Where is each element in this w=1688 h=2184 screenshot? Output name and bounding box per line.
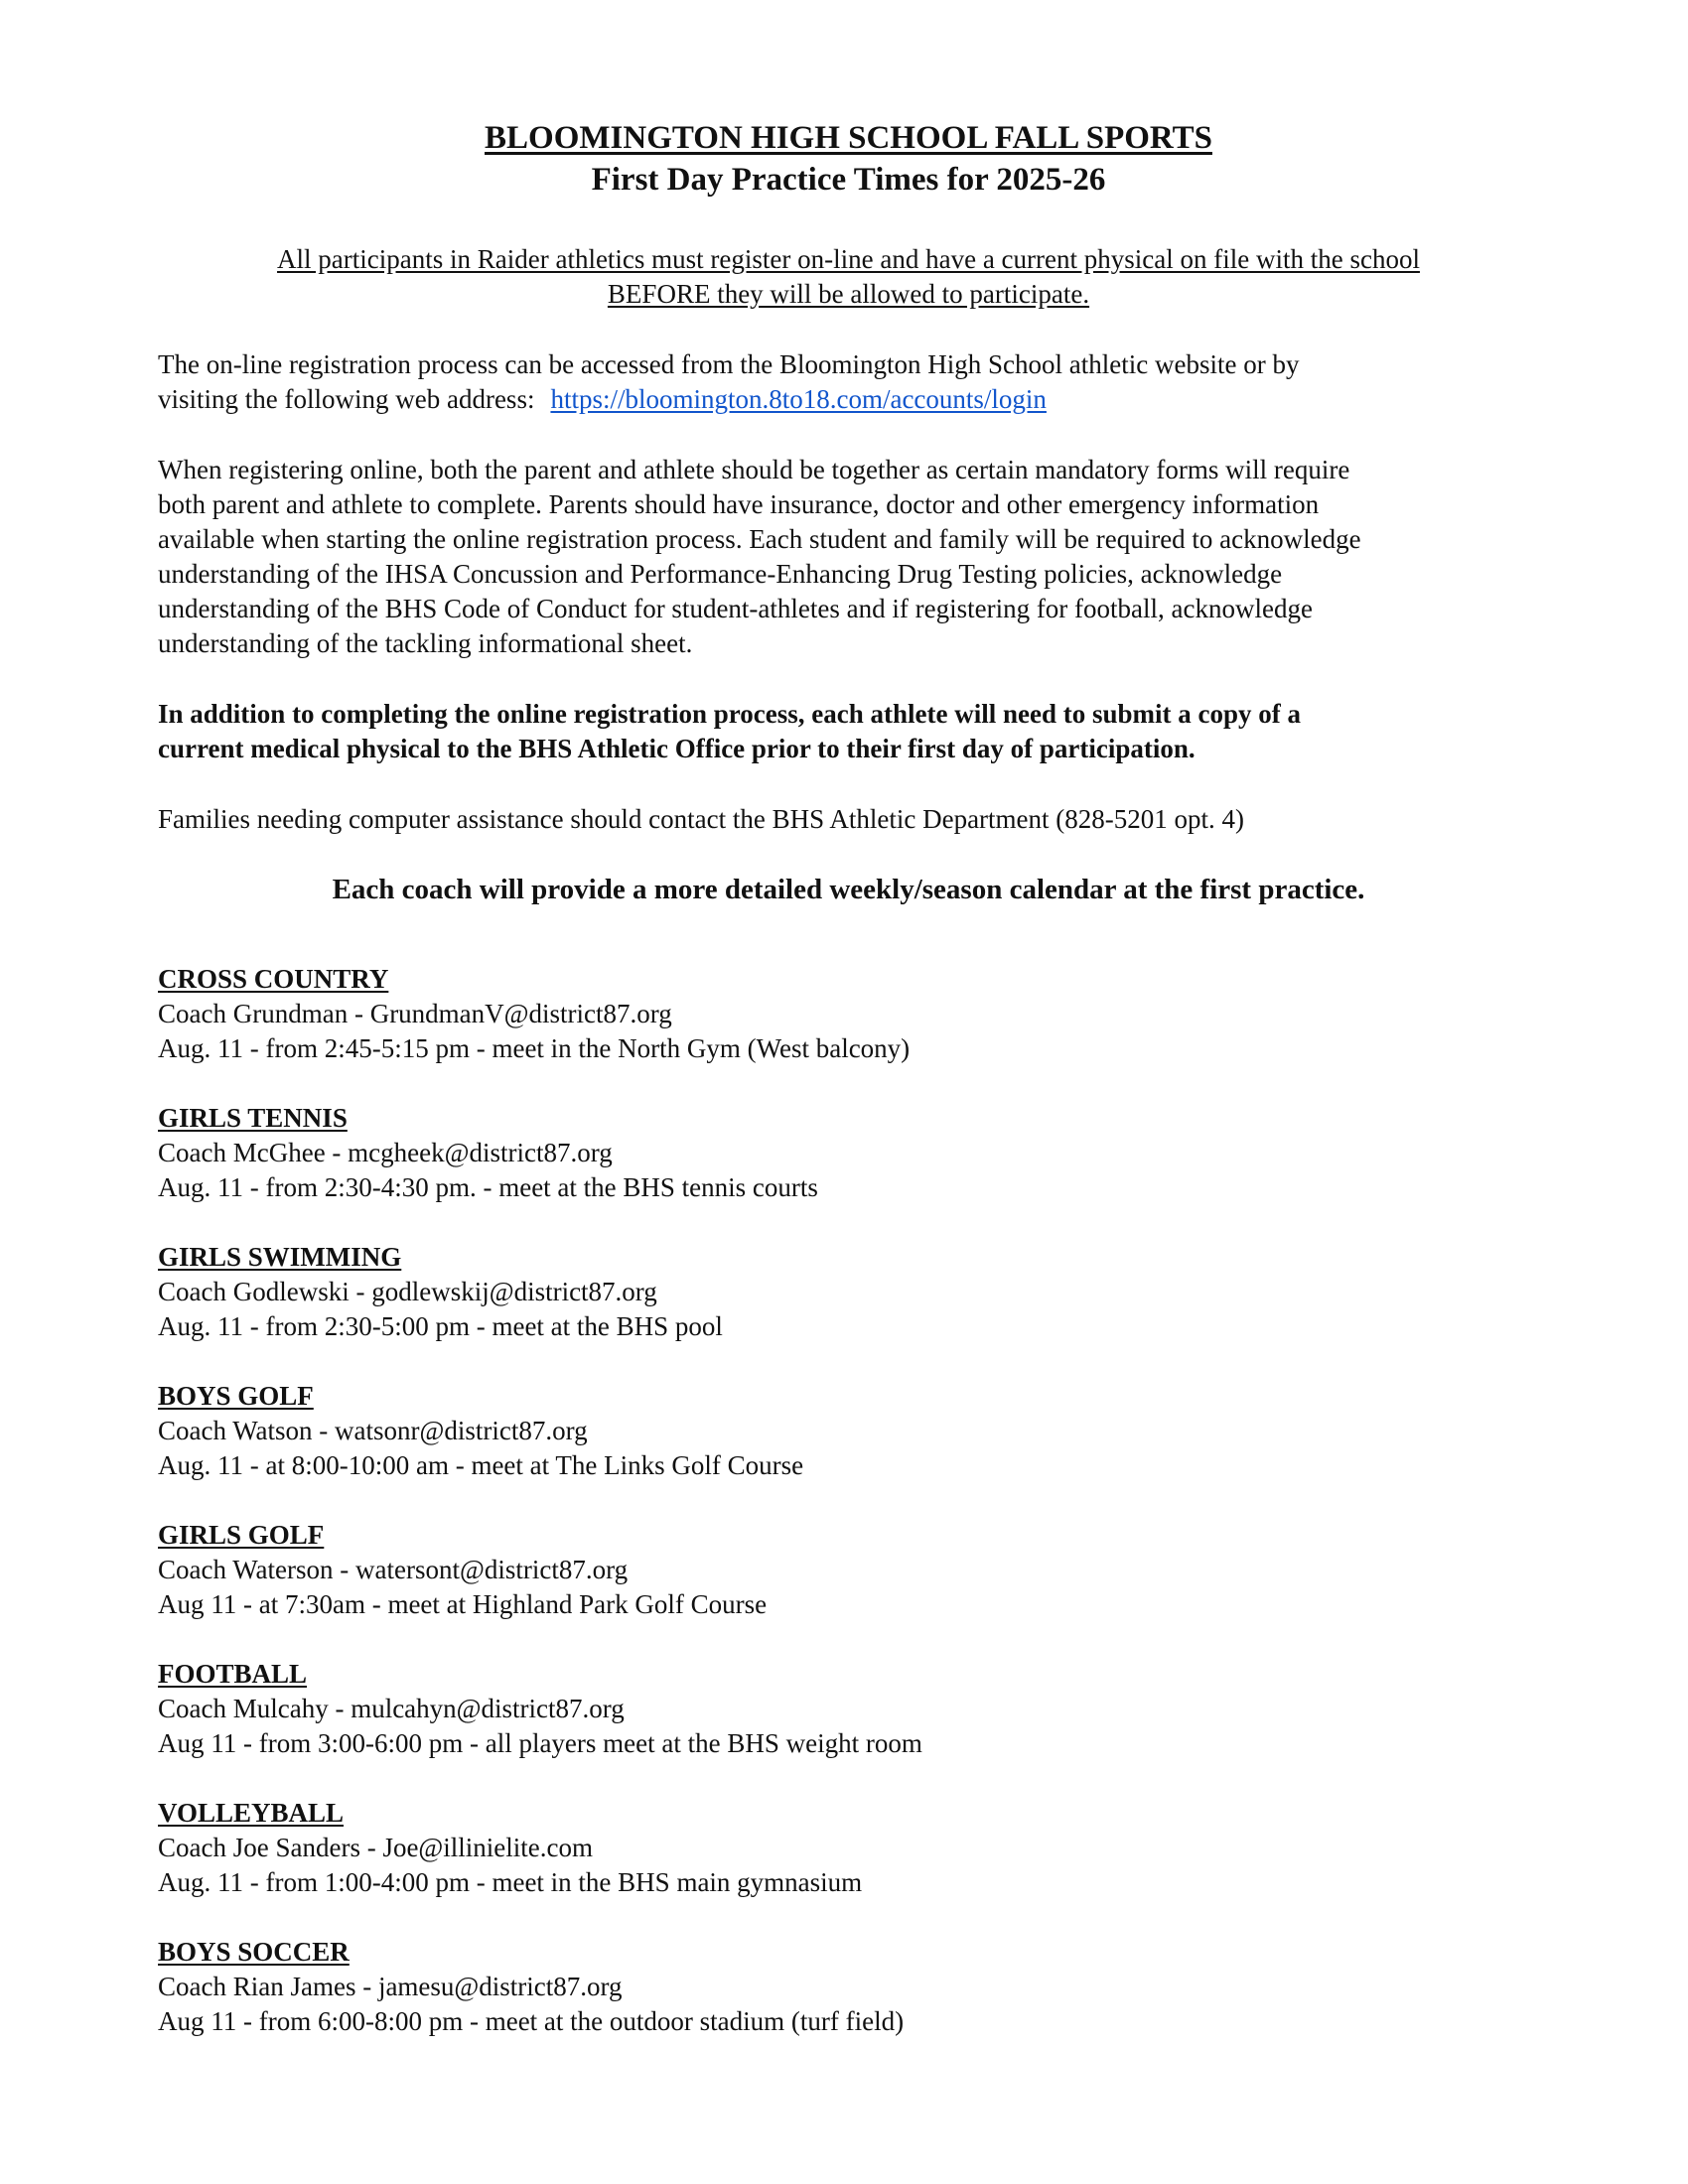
sport-name: BOYS SOCCER <box>158 1937 350 1967</box>
sport-name: GIRLS GOLF <box>158 1520 325 1550</box>
sport-entry-cross-country <box>158 962 1539 1066</box>
sports-list <box>158 962 1539 2039</box>
sport-schedule: Aug 11 - from 6:00-8:00 pm - meet at the outdoor stadium (turf field) <box>158 2006 905 2036</box>
paragraph-line: current medical physical to the BHS Athletic Office prior to their first day of participation. <box>158 734 1196 763</box>
notice-line: All participants in Raider athletics must register on-line and have a current physical on file with the school <box>277 244 1420 274</box>
sport-schedule: Aug. 11 - from 2:45-5:15 pm - meet in the North Gym (West balcony) <box>158 1033 911 1063</box>
sport-schedule: Aug. 11 - from 2:30-5:00 pm - meet at the BHS pool <box>158 1311 723 1341</box>
sport-coach: Coach Watson - watsonr@district87.org <box>158 1416 588 1445</box>
sport-coach: Coach Joe Sanders - Joe@illinielite.com <box>158 1833 594 1862</box>
paragraph-line: The on-line registration process can be accessed from the Bloomington High School athletic website or by <box>158 349 1300 379</box>
paragraph-line <box>158 382 1539 417</box>
sport-entry-volleyball <box>158 1796 1539 1900</box>
paragraph-line: understanding of the BHS Code of Conduct for student-athletes and if registering for football, acknowledge <box>158 594 1313 623</box>
sport-schedule: Aug 11 - from 3:00-6:00 pm - all players meet at the BHS weight room <box>158 1728 922 1758</box>
sport-entry-girls-swimming <box>158 1240 1539 1344</box>
sport-name: FOOTBALL <box>158 1659 308 1689</box>
paragraph-text: visiting the following web address: <box>158 384 535 414</box>
sport-name: BOYS GOLF <box>158 1381 314 1411</box>
sport-schedule: Aug. 11 - at 8:00-10:00 am - meet at The Links Golf Course <box>158 1450 804 1480</box>
sport-entry-boys-golf <box>158 1379 1539 1483</box>
sport-name: VOLLEYBALL <box>158 1798 345 1828</box>
sport-entry-girls-tennis <box>158 1101 1539 1205</box>
sport-schedule: Aug. 11 - from 2:30-4:30 pm. - meet at the BHS tennis courts <box>158 1172 818 1202</box>
paragraph-line: understanding of the tackling informational sheet. <box>158 628 693 658</box>
sport-entry-football <box>158 1657 1539 1761</box>
sport-coach: Coach Mulcahy - mulcahyn@district87.org <box>158 1694 625 1723</box>
notice-line: BEFORE they will be allowed to participate. <box>607 279 1090 309</box>
paragraph-line: In addition to completing the online registration process, each athlete will need to submit a copy of a <box>158 699 1301 729</box>
registration-requirement-notice <box>158 242 1539 312</box>
calendar-note: Each coach will provide a more detailed weekly/season calendar at the first practice. <box>332 874 1365 905</box>
sport-schedule: Aug 11 - at 7:30am - meet at Highland Park Golf Course <box>158 1589 768 1619</box>
sport-coach: Coach Godlewski - godlewskij@district87.org <box>158 1277 657 1306</box>
paragraph-line: understanding of the IHSA Concussion and Performance-Enhancing Drug Testing policies, acknowledge <box>158 559 1283 589</box>
sport-coach: Coach McGhee - mcgheek@district87.org <box>158 1138 613 1167</box>
online-info-paragraph <box>158 453 1539 661</box>
sport-coach: Coach Waterson - watersont@district87.org <box>158 1555 629 1584</box>
sport-entry-girls-golf <box>158 1518 1539 1622</box>
registration-intro-paragraph <box>158 347 1539 417</box>
sport-name: GIRLS SWIMMING <box>158 1242 402 1272</box>
paragraph-line: When registering online, both the parent and athlete should be together as certain mandatory forms will require <box>158 455 1350 484</box>
page-title: BLOOMINGTON HIGH SCHOOL FALL SPORTS <box>485 120 1212 156</box>
physical-notice-paragraph <box>158 697 1539 766</box>
paragraph-line: both parent and athlete to complete. Parents should have insurance, doctor and other emergency information <box>158 489 1320 519</box>
sport-entry-boys-soccer <box>158 1935 1539 2039</box>
sport-schedule: Aug. 11 - from 1:00-4:00 pm - meet in the BHS main gymnasium <box>158 1867 863 1897</box>
sport-name: CROSS COUNTRY <box>158 964 389 994</box>
page-subtitle: First Day Practice Times for 2025-26 <box>591 162 1106 198</box>
sport-name: GIRLS TENNIS <box>158 1103 348 1133</box>
registration-link[interactable]: https://bloomington.8to18.com/accounts/login <box>550 384 1047 414</box>
sport-coach: Coach Rian James - jamesu@district87.org <box>158 1972 623 2001</box>
paragraph-line: available when starting the online registration process. Each student and family will be required to acknowledge <box>158 524 1361 554</box>
sport-coach: Coach Grundman - GrundmanV@district87.org <box>158 999 672 1028</box>
assistance-paragraph: Families needing computer assistance should contact the BHS Athletic Department (828-5201 opt. 4) <box>158 804 1245 834</box>
